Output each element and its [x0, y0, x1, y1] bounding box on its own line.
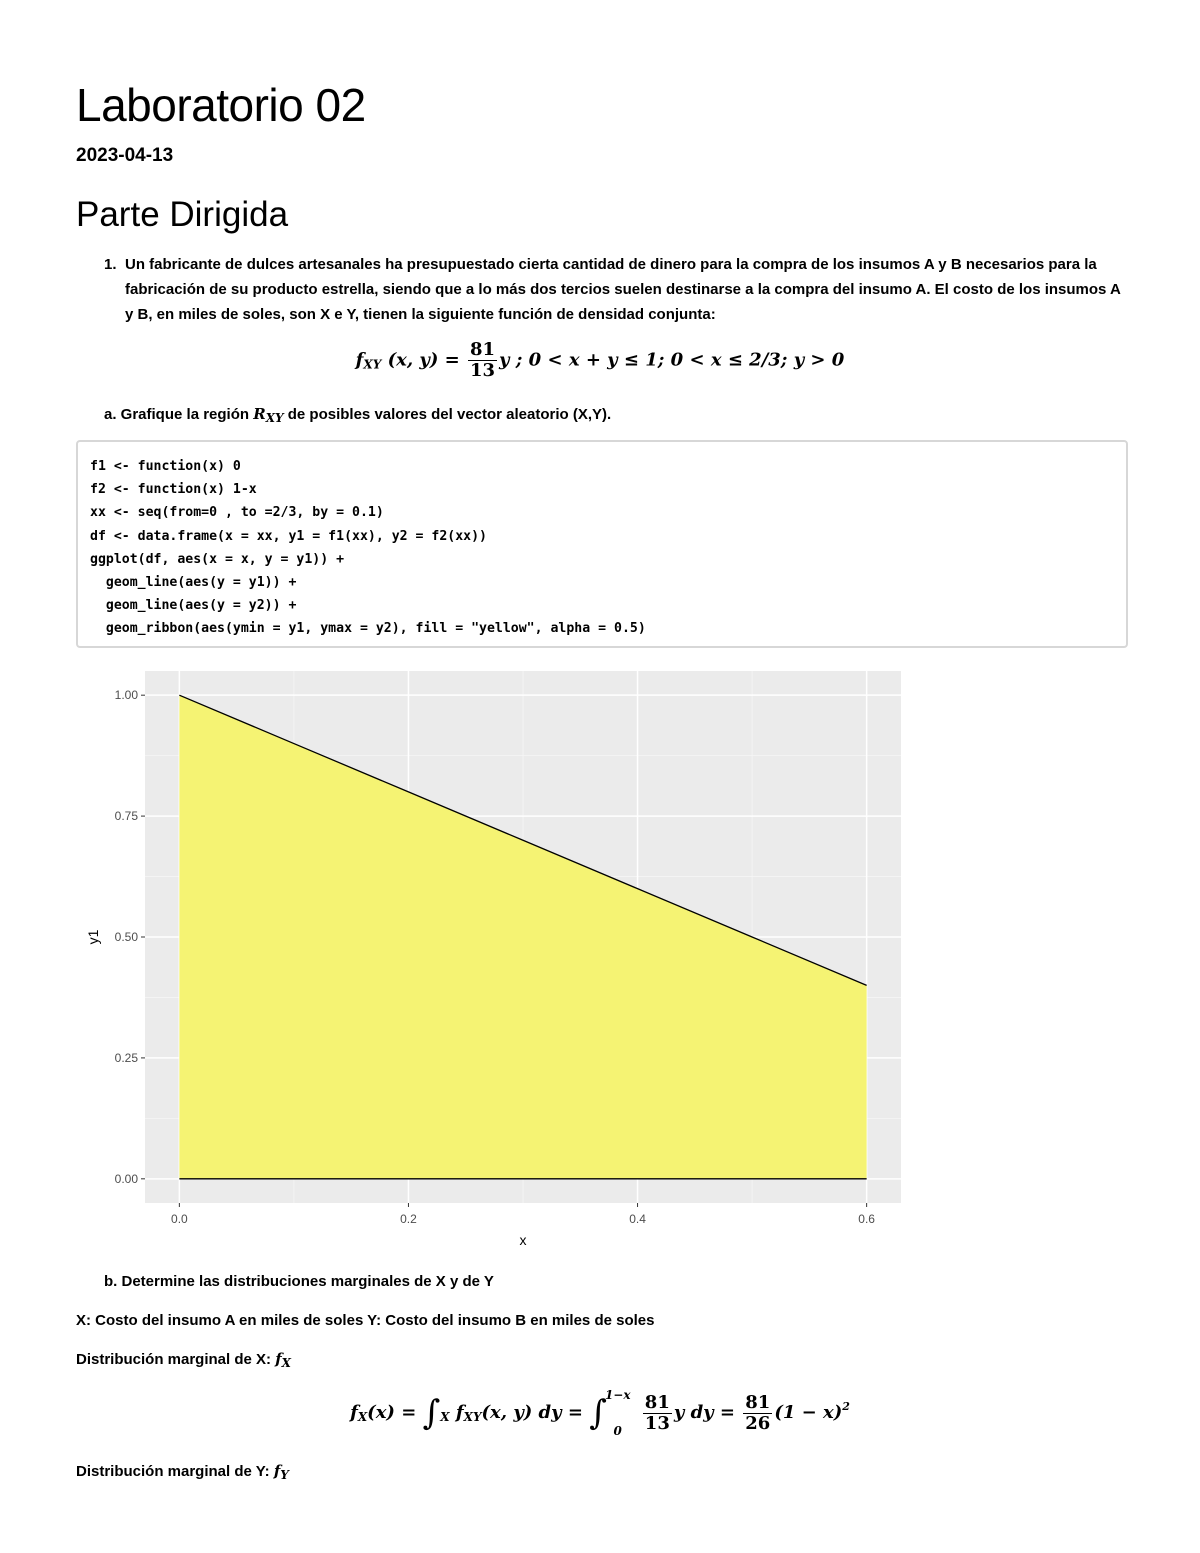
eq-numerator: 81: [469, 339, 496, 360]
question-b: b. Determine las distribuciones marginales de X y de Y: [104, 1273, 494, 1290]
code-content: [78, 442, 1126, 654]
eq2-integrand: f: [455, 1402, 464, 1423]
eq2-numerator-1: 81: [644, 1391, 670, 1413]
eq-fraction: [468, 340, 497, 381]
code-line: geom_line(aes(y = y1)) +: [90, 575, 297, 591]
x-tick-label: 0.2: [400, 1212, 417, 1226]
region-symbol-main: R: [253, 405, 266, 423]
problem-number: 1.: [104, 256, 117, 273]
x-tick-label: 0.4: [629, 1212, 646, 1226]
code-line: geom_ribbon(aes(ymin = y1, ymax = y2), fill = "yellow", alpha = 0.5): [90, 621, 646, 637]
y-tick-label: 0.75: [114, 809, 138, 824]
region-symbol: [253, 405, 283, 423]
question-a-suffix: de posibles valores del vector aleatorio (X,Y).: [287, 406, 612, 423]
eq2-denominator-1: 13: [644, 1412, 670, 1434]
page-title: Laboratorio 02: [76, 79, 366, 131]
code-line: df <- data.frame(x = xx, y1 = f1(xx), y2 = f2(xx)): [90, 528, 487, 544]
eq2-lhs-arg: (x) =: [367, 1402, 417, 1423]
eq2-lhs: f: [350, 1402, 358, 1423]
y-axis-title: y1: [85, 929, 101, 945]
x-tick-label: 0.6: [858, 1212, 875, 1226]
code-line: ggplot(df, aes(x = x, y = y1)) +: [90, 551, 345, 567]
marginal-y-label: Distribución marginal de Y:: [76, 1463, 270, 1480]
integral-1-domain: X: [440, 1410, 450, 1424]
eq2-tail: (1 − x): [774, 1402, 843, 1423]
marginal-x-symbol-main: f: [275, 1350, 282, 1368]
question-a-prefix: a. Grafique la región: [104, 406, 250, 423]
code-line: f2 <- function(x) 1-x: [90, 482, 257, 498]
eq2-fraction-2: [743, 1393, 772, 1434]
problem-statement: [104, 252, 1124, 327]
joint-density-equation: [0, 340, 1200, 381]
marginal-y-symbol-sub: Y: [280, 1468, 289, 1482]
eq-lhs-sub: XY: [363, 357, 382, 372]
marginal-x-equation: [0, 1388, 1200, 1438]
question-a: [104, 405, 611, 425]
marginal-x-label: Distribución marginal de X:: [76, 1351, 272, 1368]
marginal-x-symbol-sub: X: [281, 1356, 291, 1370]
marginal-y-symbol-main: f: [273, 1462, 281, 1480]
marginal-x-heading: [76, 1350, 291, 1370]
y-tick-label: 1.00: [114, 688, 138, 703]
code-line: f1 <- function(x) 0: [90, 459, 241, 474]
eq2-integrand-arg: (x, y) dy =: [481, 1402, 583, 1423]
problem-text: Un fabricante de dulces artesanales ha presupuestado cierta cantidad de dinero para la compra de los insumos A y B necesarios para la fabricación de su producto estrella, siendo que a lo más dos tercios suelen destinarse a la compra del insumo A. El costo de los insumos A y B, en miles de soles, son X e Y, tienen la siguiente función de densidad conjunta:: [125, 256, 1121, 323]
eq2-lhs-sub: X: [357, 1410, 368, 1424]
eq2-denominator-2: 26: [745, 1412, 771, 1434]
region-plot: [76, 665, 906, 1255]
code-line: xx <- seq(from=0 , to =2/3, by = 0.1): [90, 505, 384, 521]
integral-sign-2: ∫: [589, 1393, 607, 1433]
section-heading: Parte Dirigida: [76, 195, 289, 234]
eq2-numerator-2: 81: [745, 1391, 771, 1413]
y-tick-label: 0.25: [114, 1050, 138, 1065]
y-tick-label: 0.00: [114, 1171, 138, 1186]
marginal-x-symbol: [275, 1350, 291, 1368]
integral-upper-limit: 1−x: [604, 1388, 631, 1402]
eq2-mid: y dy =: [673, 1402, 735, 1423]
integral-sign-1: ∫: [422, 1393, 441, 1433]
code-block: [76, 440, 1128, 648]
region-symbol-sub: XY: [265, 411, 284, 425]
eq-lhs: f: [355, 349, 364, 371]
eq2-fraction-1: [643, 1393, 672, 1434]
marginal-y-heading: [76, 1462, 289, 1482]
y-tick-label: 0.50: [114, 930, 138, 944]
eq-rest: y ; 0 < x + y ≤ 1; 0 < x ≤ 2/3; y > 0: [499, 349, 845, 371]
marginal-y-symbol: [274, 1462, 289, 1480]
code-line: geom_line(aes(y = y2)) +: [90, 598, 297, 614]
eq2-integrand-sub: XY: [463, 1410, 482, 1424]
eq2-exponent: 2: [842, 1400, 850, 1413]
variable-definitions: X: Costo del insumo A en miles de soles Y: Costo del insumo B en miles de soles: [76, 1312, 655, 1329]
integral-2-limits: [605, 1388, 631, 1438]
x-tick-label: 0.0: [171, 1212, 188, 1226]
document-date: 2023-04-13: [76, 145, 174, 166]
integral-lower-limit: 0: [613, 1424, 622, 1438]
eq-args: (x, y) =: [387, 349, 460, 371]
x-axis-title: x: [519, 1232, 527, 1248]
eq-denominator: 13: [469, 360, 496, 381]
